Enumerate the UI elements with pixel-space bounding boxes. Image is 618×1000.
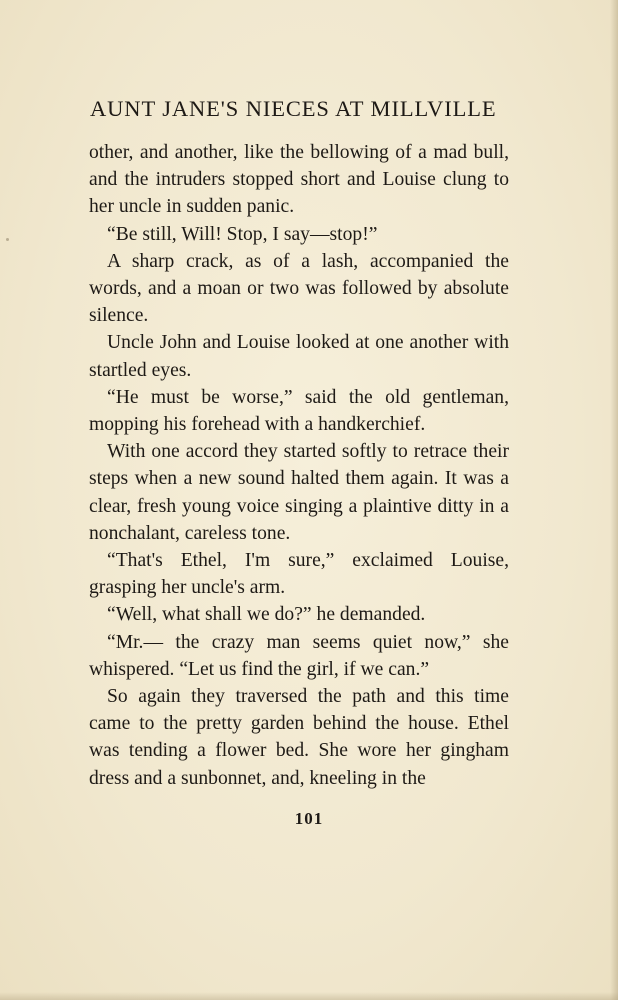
paragraph: Uncle John and Louise looked at one another with startled eyes. [89,332,509,381]
page-edge-shadow [610,0,618,1000]
paragraph-continued: other, and another, like the bellowing of a mad bull, and the intruders stopped short and Louise clung to her uncle in sudden panic. [89,142,509,218]
paragraph: A sharp crack, as of a lash, accompanied the words, and a moan or two was followed by absolute silence. [89,250,509,327]
running-head: AUNT JANE'S NIECES AT MILLVILLE [90,96,497,121]
paragraph: “That's Ethel, I'm sure,” exclaimed Louise, grasping her uncle's arm. [89,550,509,599]
paragraph: “He must be worse,” said the old gentleman, mopping his forehead with a handkerchief. [89,386,509,436]
paragraph: “Be still, Will! Stop, I say—stop!” [107,223,378,245]
paper-speck [6,238,9,241]
page-bottom-shadow [0,992,618,1000]
page-number: 101 [294,809,324,828]
paragraph: With one accord they started softly to retrace their steps when a new sound halted them again. It was a clear, fresh young voice singing a plaintive ditty in a nonchalant, careless tone. [89,441,509,544]
paragraph: “Mr.— the crazy man seems quiet now,” she whispered. “Let us find the girl, if we can.” [89,631,509,680]
body-text [89,139,509,792]
paragraph: “Well, what shall we do?” he demanded. [107,604,426,626]
paragraph: So again they traversed the path and this time came to the pretty garden behind the house. Ethel was tending a flower bed. She wore her gingham dress and a sunbonnet, and, kneeling in the [89,686,509,789]
